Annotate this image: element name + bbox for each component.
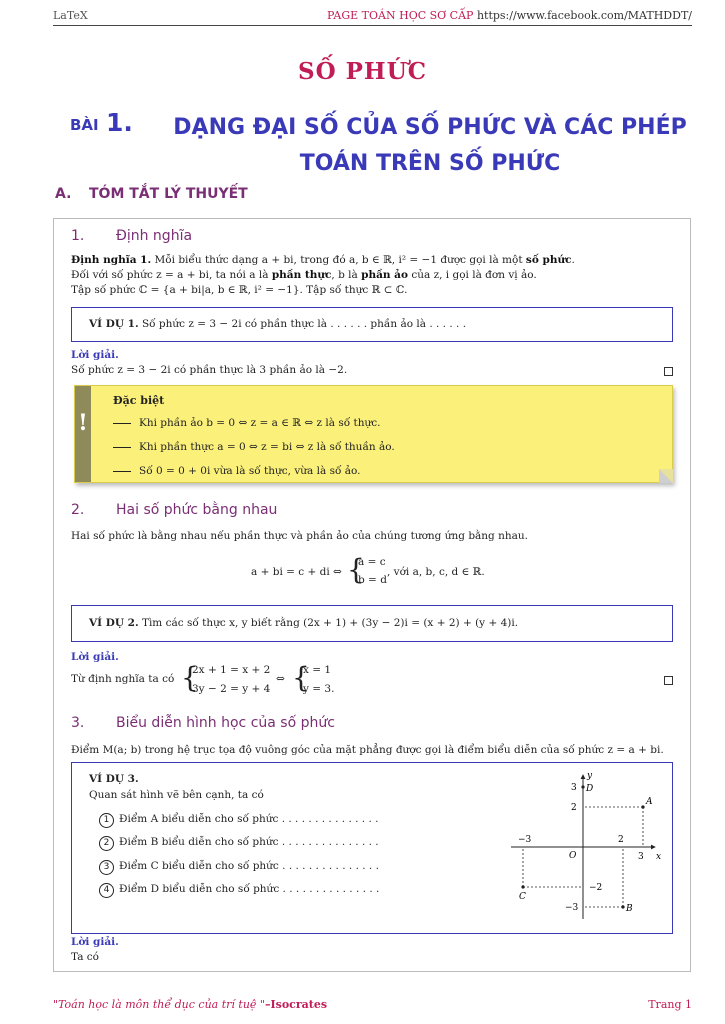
solution2-label: Lời giải.	[71, 651, 119, 663]
example1-label: VÍ DỤ 1.	[89, 318, 139, 330]
definition-body: Mỗi biểu thức dạng a + bi, trong đó a, b ∈ ℝ, i² = −1 được gọi là một	[154, 254, 523, 266]
example3-item-4	[99, 882, 379, 898]
example3-item-4-text: Điểm D biểu diễn cho số phức . . . . . . . . . . . . . . .	[119, 883, 380, 895]
sub2-title: Hai số phức bằng nhau	[116, 502, 278, 518]
line2-c: , b là	[331, 269, 358, 281]
brace-icon: {	[181, 661, 199, 694]
sub2-heading	[71, 502, 277, 518]
dash-icon	[113, 471, 131, 472]
definition-term: số phức	[525, 254, 572, 266]
sub1-number: 1.	[71, 228, 85, 244]
example3-item-2	[99, 835, 379, 851]
example3-label	[89, 772, 139, 787]
latex-logo: LaTeX	[53, 9, 88, 22]
solution2-prefix: Từ định nghĩa ta có	[71, 673, 175, 685]
special-note	[74, 385, 673, 483]
note-item-2	[113, 441, 395, 453]
circled-number-icon: 3	[99, 860, 114, 875]
system2-bottom: y = 3.	[303, 683, 335, 695]
definition-label: Định nghĩa 1.	[71, 254, 152, 266]
header-rule	[53, 25, 692, 26]
circled-number-icon: 4	[99, 883, 114, 898]
solution3-text: Ta có	[71, 951, 99, 963]
lesson-number: 1.	[106, 108, 133, 137]
section-a-title: TÓM TẮT LÝ THUYẾT	[89, 186, 248, 202]
system1-top: 2x + 1 = x + 2	[192, 664, 271, 676]
quote-author: –Isocrates	[265, 998, 328, 1011]
x-tick-label: −3	[518, 835, 532, 845]
lesson-title	[150, 110, 710, 182]
example3-item-2-text: Điểm B biểu diễn cho số phức . . . . . . . . . . . . . . .	[119, 836, 379, 848]
example2-label: VÍ DỤ 2.	[89, 617, 139, 629]
solution1-text: Số phức z = 3 − 2i có phần thực là 3 phần ảo là −2.	[71, 364, 348, 376]
section-a-heading	[55, 186, 248, 202]
equality-bottom: b = d	[358, 574, 387, 586]
exclamation-icon: !	[75, 386, 91, 482]
header-page-name: PAGE TOÁN HỌC SƠ CẤP	[327, 9, 474, 22]
section-a-label: A.	[55, 186, 72, 202]
brace-icon: {	[347, 553, 365, 586]
lesson-title-line1: DẠNG ĐẠI SỐ CỦA SỐ PHỨC VÀ CÁC PHÉP	[173, 115, 687, 140]
point-label-A: A	[646, 797, 653, 807]
page-curl-icon	[659, 469, 673, 483]
note-item-2-text: Khi phần thực a = 0 ⇔ z = bi ⇔ z là số thuần ảo.	[139, 441, 395, 453]
sub1-heading	[71, 228, 192, 244]
system1-bottom: 3y − 2 = y + 4	[192, 683, 271, 695]
y-tick-label: −2	[589, 883, 603, 893]
line2-imag-part: phần ảo	[361, 269, 408, 281]
x-axis-label: x	[656, 852, 662, 862]
sub3-number: 3.	[71, 715, 85, 731]
note-item-3	[113, 465, 360, 477]
page-title: SỐ PHỨC	[297, 58, 428, 85]
definition-line1: Định nghĩa 1. Mỗi biểu thức dạng a + bi, trong đó a, b ∈ ℝ, i² = −1 được gọi là một số phức.	[71, 254, 575, 266]
note-item-1	[113, 417, 380, 429]
example3-item-3-text: Điểm C biểu diễn cho số phức . . . . . . . . . . . . . . .	[119, 860, 379, 872]
example3-item-3	[99, 859, 379, 875]
sub2-text: Hai số phức là bằng nhau nếu phần thực và phần ảo của chúng tương ứng bằng nhau.	[71, 530, 529, 542]
note-item-3-text: Số 0 = 0 + 0i vừa là số thực, vừa là số ảo.	[139, 465, 361, 477]
sub3-text: Điểm M(a; b) trong hệ trục tọa độ vuông góc của mặt phẳng được gọi là điểm biểu diễn của số phức z = a + bi.	[71, 744, 664, 756]
lesson-tag: BÀI	[70, 116, 99, 134]
point-label-D: D	[586, 784, 594, 794]
circled-number-icon: 2	[99, 836, 114, 851]
y-tick-label: 3	[571, 783, 577, 793]
line2-a: Đối với số phức z = a + bi, ta nói a là	[71, 269, 269, 281]
system2-top: x = 1	[303, 664, 332, 676]
quote-text: "Toán học là môn thể dục của trí tuệ "	[53, 998, 265, 1011]
example1-box	[71, 307, 673, 342]
example2-box	[71, 605, 673, 642]
origin-label: O	[569, 851, 577, 861]
point-label-B: B	[626, 904, 633, 914]
example3-item-1	[99, 812, 379, 828]
page-number: Trang 1	[648, 998, 692, 1011]
example2-question: Tìm các số thực x, y biết rằng (2x + 1) + (3y − 2)i = (x + 2) + (y + 4)i.	[141, 617, 519, 629]
solution3-label: Lời giải.	[71, 936, 119, 948]
header-url[interactable]: https://www.facebook.com/MATHDDT/	[476, 9, 692, 22]
sub2-number: 2.	[71, 502, 85, 518]
example1-question: Số phức z = 3 − 2i có phần thực là . . . . . . phần ảo là . . . . . .	[141, 318, 467, 330]
equality-condition: , với a, b, c, d ∈ ℝ.	[387, 566, 485, 578]
brace-icon: {	[292, 661, 310, 694]
example1-text	[89, 317, 466, 332]
point-D	[581, 785, 584, 788]
line2-e: của z, i gọi là đơn vị ảo.	[411, 269, 537, 281]
definition-line3: Tập số phức ℂ = {a + bi|a, b ∈ ℝ, i² = −1}. Tập số thực ℝ ⊂ ℂ.	[71, 284, 408, 296]
x-tick-label: 3	[638, 852, 644, 862]
note-title: Đặc biệt	[113, 394, 165, 407]
qed-mark	[664, 367, 673, 376]
qed-mark	[664, 676, 673, 685]
point-B	[621, 905, 624, 908]
y-tick-label: −3	[565, 903, 579, 913]
footer-quote	[53, 998, 327, 1011]
point-label-C: C	[519, 892, 526, 902]
y-axis-label: y	[587, 771, 593, 781]
example3-item-1-text: Điểm A biểu diễn cho số phức . . . . . . . . . . . . . . .	[119, 813, 379, 825]
point-A	[641, 805, 644, 808]
example3-box	[71, 762, 673, 934]
dash-icon	[113, 447, 131, 448]
note-item-1-text: Khi phần ảo b = 0 ⇔ z = a ∈ ℝ ⇔ z là số thực.	[139, 417, 381, 429]
x-tick-label: 2	[618, 835, 624, 845]
sub1-title: Định nghĩa	[116, 228, 193, 244]
definition-line2	[71, 268, 681, 283]
lesson-title-line2: TOÁN TRÊN SỐ PHỨC	[299, 151, 561, 176]
circled-number-icon: 1	[99, 813, 114, 828]
equality-top: a = c	[358, 556, 386, 568]
sub3-title: Biểu diễn hình học của số phức	[116, 715, 335, 731]
coordinate-plot	[518, 771, 670, 927]
example3-label-text: VÍ DỤ 3.	[89, 773, 139, 785]
equality-formula-left: a + bi = c + di ⇔	[251, 566, 342, 578]
iff-symbol: ⇔	[276, 673, 285, 685]
header-link[interactable]	[327, 9, 692, 22]
dash-icon	[113, 423, 131, 424]
definition-text	[71, 253, 681, 298]
sub3-heading	[71, 715, 335, 731]
line2-real-part: phần thực	[271, 269, 332, 281]
y-tick-label: 2	[571, 803, 577, 813]
theory-box	[53, 218, 691, 972]
example2-text	[89, 616, 518, 631]
example3-intro: Quan sát hình vẽ bên cạnh, ta có	[89, 789, 264, 801]
point-C	[521, 885, 524, 888]
solution1-label: Lời giải.	[71, 349, 119, 361]
